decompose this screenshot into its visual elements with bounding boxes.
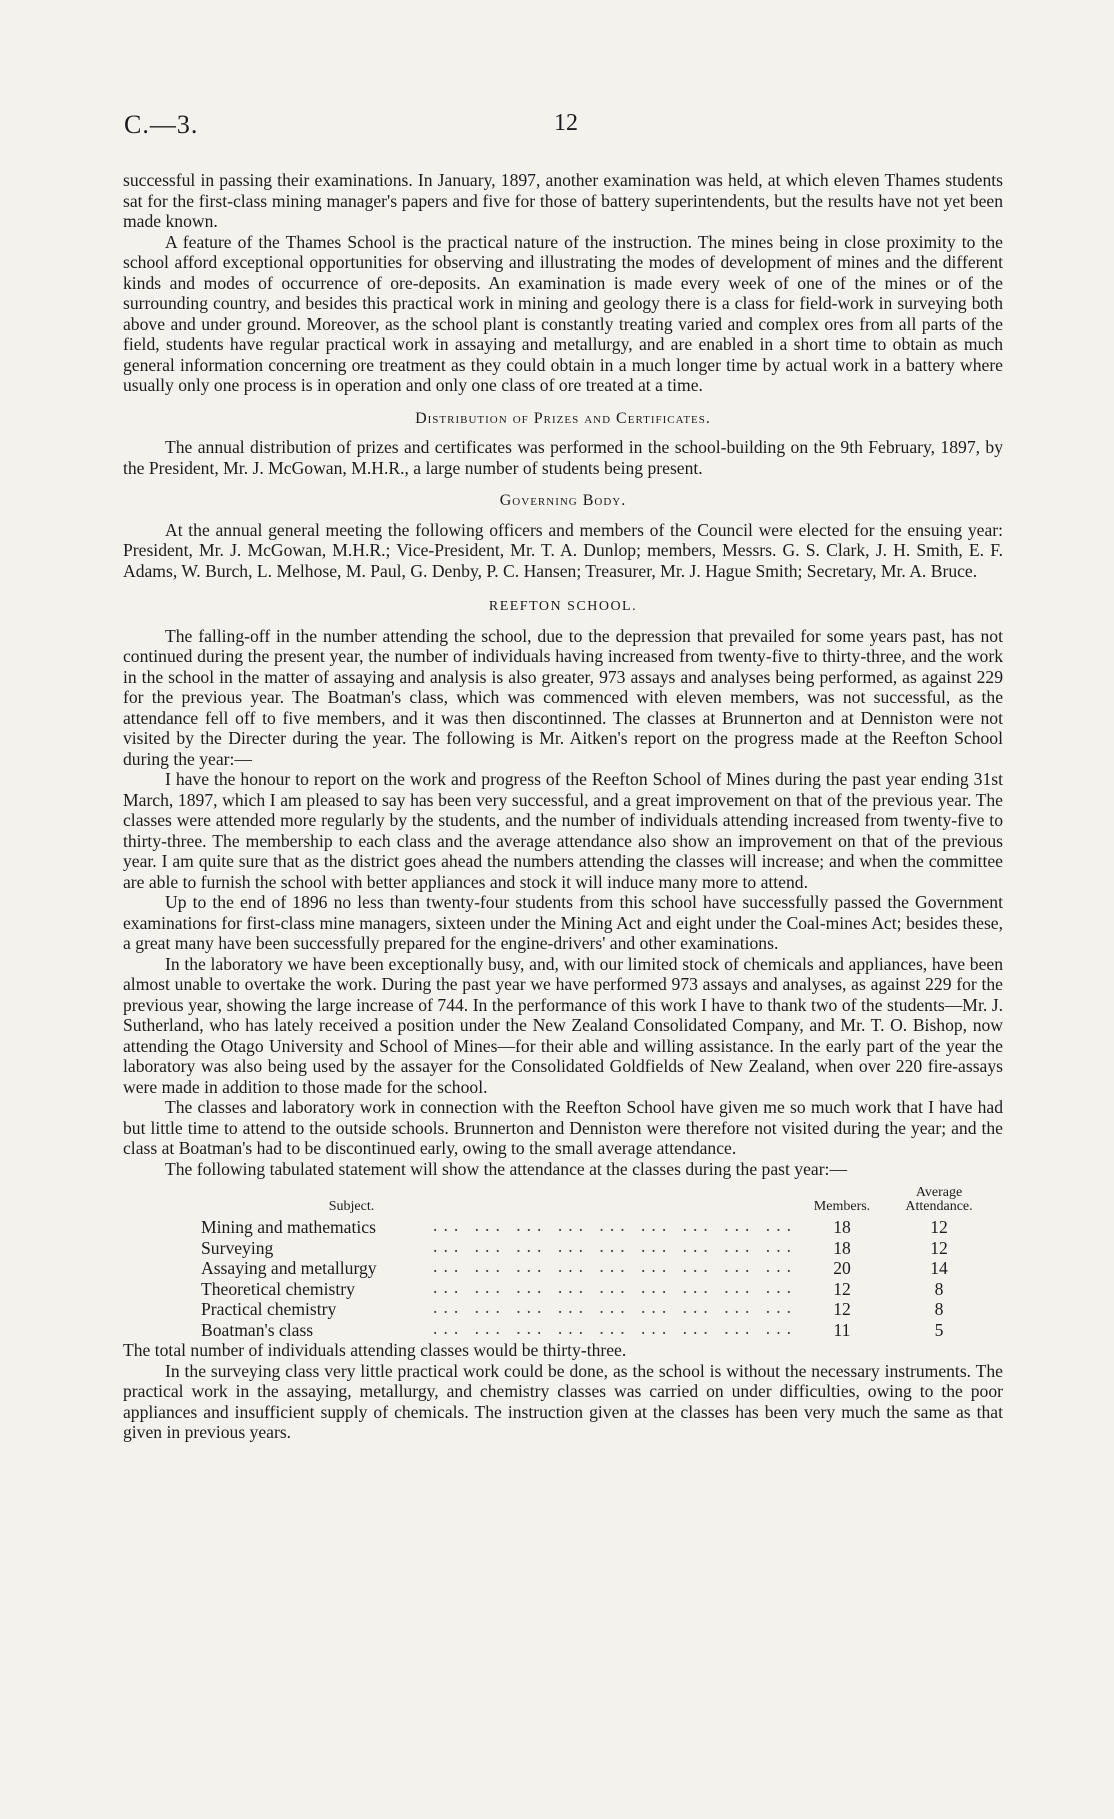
- row-average: 14: [930, 1258, 948, 1278]
- section-heading-reefton: REEFTON SCHOOL.: [488, 599, 638, 614]
- paragraph: The annual distribution of prizes and certificates was performed in the school-building on the 9th February, 1897, by the President, Mr. J. McGowan, M.H.R., a large number of students being present.: [123, 437, 1003, 478]
- attendance-table: [201, 1185, 995, 1340]
- table-row: [201, 1299, 995, 1320]
- paragraph: I have the honour to report on the work and progress of the Reefton School of Mines during the past year ending 31st March, 1897, which I am pleased to say has been very successful, and a great improvement on that of the previous year. The classes were attended more regularly by the students, and the number of individuals attending increased from twenty-five to thirty-three. The membership to each class and the average attendance also show an improvement on that of the previous year. I am quite sure that as the district goes ahead the numbers attending the classes will increase; and when the committee are able to furnish the school with better appliances and stock it will induce many more to attend.: [123, 769, 1003, 892]
- leader-dots: ... ... ... ... ... ... ... ... ...: [433, 1258, 797, 1276]
- paragraph: In the laboratory we have been exceptionally busy, and, with our limited stock of chemicals and appliances, have been almost unable to overtake the work. During the past year we have performed 973 assays and analyses, as against 229 for the previous year, showing the large increase of 744. In the performance of this work I have to thank two of the students—Mr. J. Sutherland, who has lately received a position under the New Zealand Consolidated Company, and Mr. T. O. Bishop, now attending the Otago University and School of Mines—for their able and willing assistance. In the early part of the year the laboratory was also being used by the assayer for the Consolidated Goldfields of New Zealand, when over 220 fire-assays were made in addition to those made for the school.: [123, 953, 1003, 1097]
- row-members: 20: [833, 1258, 851, 1278]
- row-average: 8: [934, 1278, 944, 1299]
- paragraph: At the annual general meeting the following officers and members of the Council were elected for the ensuing year: President, Mr. J. McGowan, M.H.R.; Vice-President, Mr. T. A. Dunlop; members, Messrs. G. S. Clark, J. H. Smith, E. F. Adams, W. Burch, L. Melhose, M. Paul, G. Denby, P. C. Hansen; Treasurer, Mr. J. Hague Smith; Secretary, Mr. A. Bruce.: [123, 519, 1003, 581]
- row-subject: Assaying and metallurgy: [201, 1258, 381, 1278]
- leader-dots: ... ... ... ... ... ... ... ... ...: [433, 1319, 797, 1338]
- row-members: 12: [833, 1299, 851, 1319]
- section-heading-prizes: Distribution of Prizes and Certificates.: [415, 409, 711, 427]
- row-average: 8: [934, 1299, 944, 1319]
- row-subject: Practical chemistry: [201, 1299, 340, 1319]
- paragraph: The falling-off in the number attending the school, due to the depression that prevailed for some years past, has not continued during the present year, the number of individuals having increased from twenty-five to thirty-three, and the work in the school in the matter of assaying and analysis is also greater, 973 assays and analyses being performed, as against 229 for the previous year. The Boatman's class, which was commenced with eleven members, was not successful, as the attendance fell off to five members, and it was then discontinned. The classes at Brunnerton and at Denniston were not visited by the Directer during the year. The following is Mr. Aitken's report on the progress made at the Reefton School during the year:—: [123, 625, 1003, 769]
- leader-dots: ... ... ... ... ... ... ... ... ...: [433, 1237, 797, 1256]
- document-body: [123, 170, 1003, 1443]
- page-number: 12: [554, 110, 578, 136]
- column-header-members: Members.: [813, 1199, 871, 1214]
- section-heading-governing-body: Governing Body.: [499, 492, 627, 509]
- row-members: 11: [833, 1319, 851, 1340]
- paragraph: The total number of individuals attending classes would be thirty-three.: [123, 1340, 627, 1360]
- paragraph: The following tabulated statement will show the attendance at the classes during the past year:—: [165, 1158, 848, 1179]
- row-subject: Mining and mathematics: [201, 1217, 380, 1237]
- leader-dots: ... ... ... ... ... ... ... ... ...: [433, 1278, 797, 1297]
- table-header-row: [201, 1185, 995, 1217]
- row-subject: Theoretical chemistry: [201, 1279, 359, 1299]
- row-average: 12: [930, 1237, 948, 1258]
- paragraph: A feature of the Thames School is the practical nature of the instruction. The mines being in close proximity to the school afford exceptional opportunities for observing and illustrating the modes of development of mines and the different kinds and modes of occurrence of ore-deposits. An examination is made every week of one of the mines or of the surrounding country, and besides this practical work in mining and geology there is a class for field-work in surveying both above and under ground. Moreover, as the school plant is constantly treating varied and complex ores from all parts of the field, students have regular practical work in assaying and metallurgy, and are enabled in a short time to obtain as much general information concerning ore treatment as they could obtain in a much longer time by actual work in a battery where usually only one process is in operation and only one class of ore treated at a time.: [123, 231, 1003, 395]
- row-average: 12: [930, 1217, 948, 1237]
- column-header-average: Average Attendance.: [905, 1185, 973, 1214]
- row-subject: Surveying: [201, 1238, 277, 1258]
- row-members: 18: [833, 1237, 851, 1258]
- row-members: 18: [833, 1217, 851, 1237]
- table-row: [201, 1279, 995, 1300]
- paragraph: Up to the end of 1896 no less than twenty-four students from this school have successfully passed the Government examinations for first-class mine managers, sixteen under the Mining Act and eight under the Coal-mines Act; besides these, a great many have been successfully prepared for the engine-drivers' and other examinations.: [123, 892, 1003, 953]
- table-row: [201, 1258, 995, 1279]
- row-members: 12: [833, 1278, 851, 1299]
- paragraph: In the surveying class very little practical work could be done, as the school is without the necessary instruments. The practical work in the assaying, metallurgy, and chemistry classes was carried on under difficulties, owing to the poor appliances and insufficient supply of chemicals. The instruction given at the classes has been very much the same as that given in previous years.: [123, 1360, 1003, 1442]
- paragraph: successful in passing their examinations. In January, 1897, another examination was held, at which eleven Thames students sat for the first-class mining manager's papers and five for those of battery superintendents, but the results have not yet been made known.: [123, 170, 1003, 231]
- page-header: [124, 110, 990, 150]
- column-header-subject: Subject.: [328, 1199, 375, 1214]
- leader-dots: ... ... ... ... ... ... ... ... ...: [433, 1217, 797, 1235]
- table-row: [201, 1320, 995, 1341]
- row-average: 5: [934, 1319, 944, 1340]
- table-row: [201, 1217, 995, 1238]
- paragraph: The classes and laboratory work in connection with the Reefton School have given me so much work that I have had but little time to attend to the outside schools. Brunnerton and Denniston were therefore not visited during the year; and the class at Boatman's had to be discontinued early, owing to the small average attendance.: [123, 1097, 1003, 1158]
- leader-dots: ... ... ... ... ... ... ... ... ...: [433, 1299, 797, 1317]
- row-subject: Boatman's class: [201, 1320, 317, 1340]
- document-reference: C.—3.: [124, 110, 199, 139]
- table-row: [201, 1238, 995, 1259]
